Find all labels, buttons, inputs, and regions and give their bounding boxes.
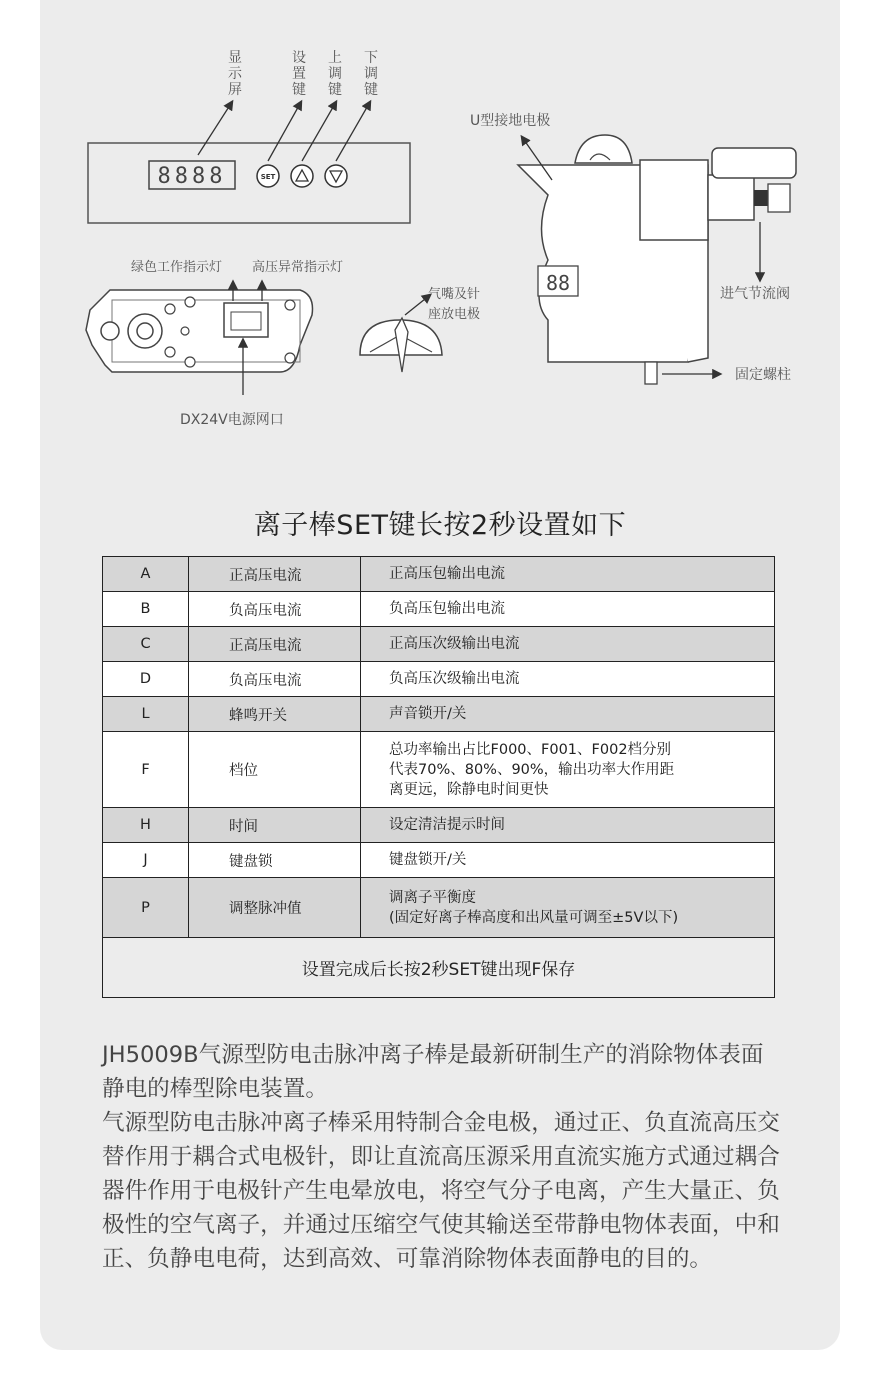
row-code: P (103, 878, 189, 938)
row-code: D (103, 662, 189, 697)
row-name: 负高压电流 (189, 592, 361, 627)
row-description-line: 代表70%、80%、90%，输出功率大作用距 (389, 761, 675, 778)
label-down-key: 下调键 (364, 50, 378, 98)
row-name: 键盘锁 (189, 843, 361, 878)
section-title: 离子棒SET键长按2秒设置如下 (253, 510, 627, 541)
row-description-line: (固定好离子棒高度和出风量可调至±5V以下) (389, 909, 679, 926)
up-key (291, 165, 313, 187)
table-footer: 设置完成后长按2秒SET键出现F保存 (103, 938, 775, 998)
row-description (361, 808, 775, 843)
row-code: A (103, 557, 189, 592)
table-row (103, 697, 775, 732)
row-name: 正高压电流 (189, 557, 361, 592)
row-code: B (103, 592, 189, 627)
row-description (361, 697, 775, 732)
row-description (361, 627, 775, 662)
label-display: 显示屏 (228, 50, 242, 98)
label-power-port: DX24V电源网口 (180, 412, 284, 428)
product-diagram (0, 0, 880, 440)
row-description (361, 592, 775, 627)
set-key-text: SET (260, 173, 276, 181)
row-description (361, 878, 775, 938)
row-description-line: 设定清洁提示时间 (389, 817, 505, 833)
row-code: F (103, 732, 189, 808)
down-key (325, 165, 347, 187)
label-green-led: 绿色工作指示灯 (131, 260, 223, 275)
row-description-line: 负高压包输出电流 (389, 601, 505, 617)
table-row (103, 592, 775, 627)
row-name: 正高压电流 (189, 627, 361, 662)
description-paragraph-2: 气源型防电击脉冲离子棒采用特制合金电极，通过正、负直流高压交替作用于耦合式电极针，即让直流高压源采用直流实施方式通过耦合器件作用于电极针产生电晕放电，将空气分子电离，产生大量正、负极性的空气离子，并通过压缩空气使其输送至带静电物体表面，中和正、负静电电荷，达到高效、可靠消除物体表面静电的目的。 (102, 1110, 780, 1272)
row-name: 负高压电流 (189, 662, 361, 697)
row-name: 调整脉冲值 (189, 878, 361, 938)
row-description-line: 离更远，除静电时间更快 (389, 781, 549, 798)
table-row (103, 662, 775, 697)
settings-table (102, 556, 775, 998)
row-description-line: 负高压次级输出电流 (389, 671, 520, 687)
description (102, 1038, 782, 1276)
label-up-key: 上调键 (328, 50, 342, 98)
row-code: H (103, 808, 189, 843)
display-digits: 8888 (157, 164, 227, 189)
label-nozzle-1: 气嘴及针 (428, 287, 481, 302)
row-description-line: 正高压包输出电流 (389, 566, 505, 582)
row-description (361, 843, 775, 878)
table-row (103, 627, 775, 662)
row-description-line: 正高压次级输出电流 (389, 636, 520, 652)
connector-view (86, 282, 313, 395)
table-row (103, 557, 775, 592)
label-set-key: 设置键 (292, 50, 306, 98)
side-digits: 88 (545, 271, 571, 295)
row-description-line: 键盘锁开/关 (389, 852, 467, 868)
description-paragraph-1: JH5009B气源型防电击脉冲离子棒是最新研制生产的消除物体表面静电的棒型除电装置。 (102, 1042, 764, 1102)
row-code: J (103, 843, 189, 878)
row-code: L (103, 697, 189, 732)
row-description (361, 662, 775, 697)
label-u-electrode: U型接地电极 (470, 113, 551, 129)
row-code: C (103, 627, 189, 662)
ion-bar-body (518, 135, 796, 384)
label-hv-led: 高压异常指示灯 (252, 260, 344, 275)
row-description (361, 732, 775, 808)
row-name: 时间 (189, 808, 361, 843)
table-row (103, 808, 775, 843)
table-row (103, 732, 775, 808)
row-name: 蜂鸣开关 (189, 697, 361, 732)
label-valve: 进气节流阀 (720, 286, 790, 302)
row-description-line: 声音锁开/关 (389, 706, 467, 722)
table-row (103, 843, 775, 878)
row-description-line: 调离子平衡度 (389, 889, 476, 906)
label-screw: 固定螺柱 (735, 367, 791, 383)
label-nozzle-2: 座放电极 (428, 307, 481, 322)
row-description-line: 总功率输出占比F000、F001、F002档分别 (389, 741, 672, 758)
row-description (361, 557, 775, 592)
table-row (103, 878, 775, 938)
table-footer-row (103, 938, 775, 998)
row-name: 档位 (189, 732, 361, 808)
display-panel (88, 102, 410, 223)
